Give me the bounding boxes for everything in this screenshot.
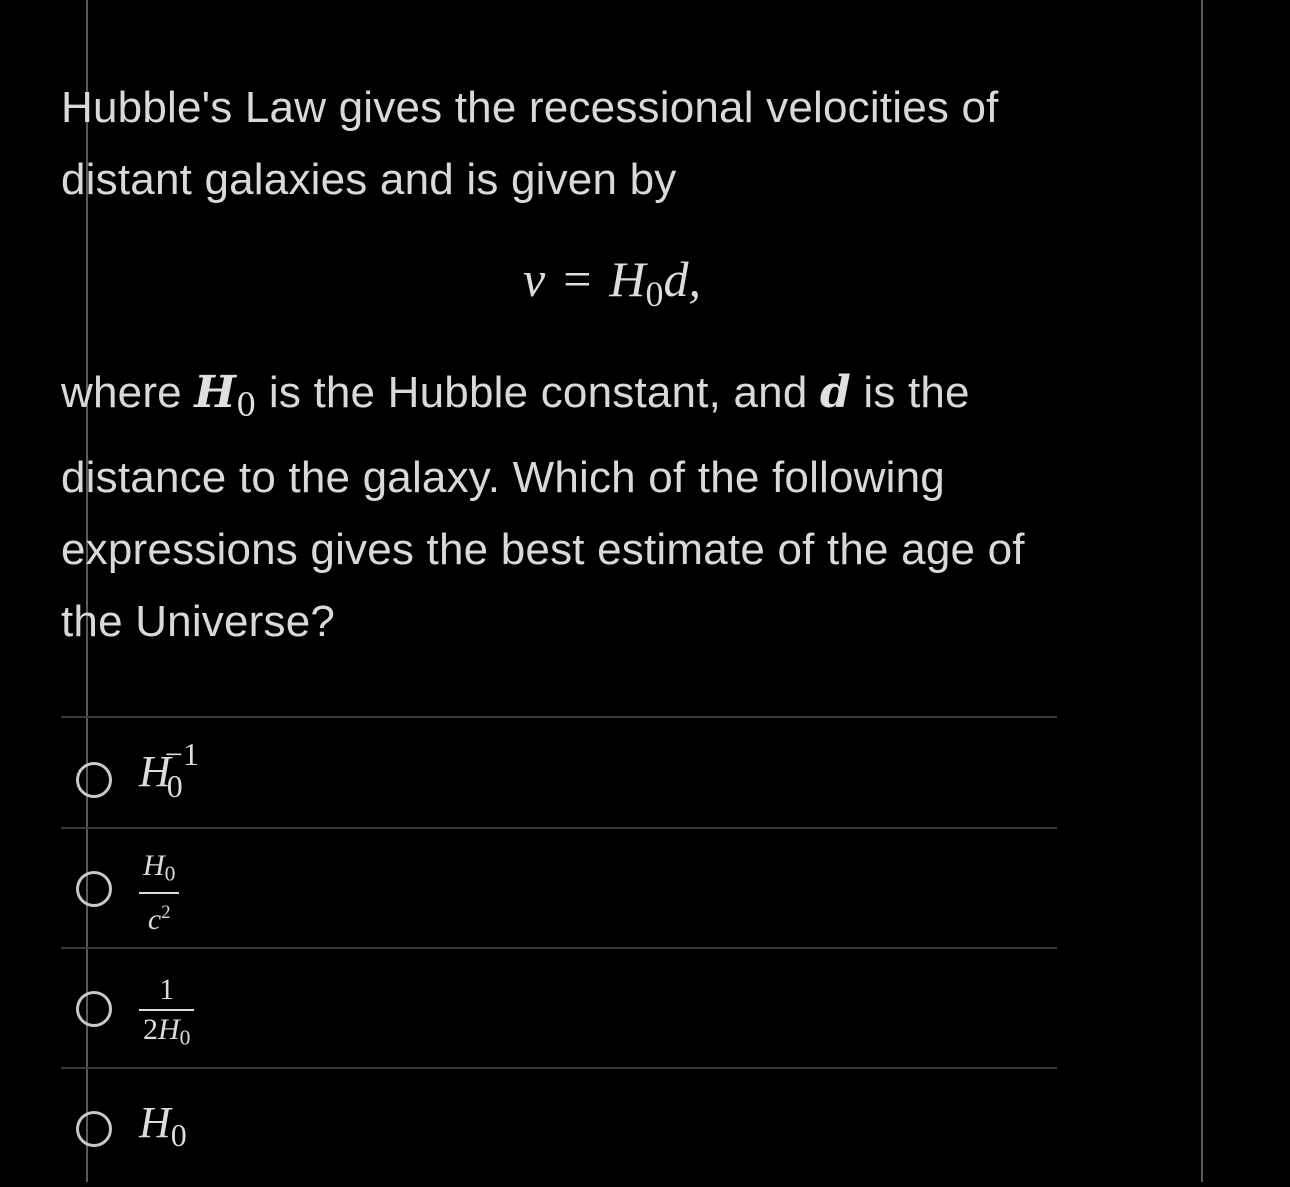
option-3-fraction xyxy=(139,973,194,1054)
d-symbol: d xyxy=(819,367,851,418)
question-body-text xyxy=(61,357,1061,658)
equation-h-subscript: 0 xyxy=(645,274,664,315)
option-1-scripts xyxy=(164,736,199,806)
question-intro xyxy=(61,72,1051,216)
fraction-numerator: 1 xyxy=(159,973,175,1006)
option-4-math xyxy=(139,1097,187,1154)
h0-subscript: 0 xyxy=(236,387,257,424)
option-4-symbol: H xyxy=(139,1098,171,1147)
where-word: where xyxy=(61,368,182,417)
option-1-math xyxy=(139,736,199,806)
equation-h-symbol: H xyxy=(609,251,646,307)
radio-button[interactable] xyxy=(76,991,112,1027)
option-4-subscript: 0 xyxy=(170,1116,187,1153)
option-1-subscript: 0 xyxy=(166,768,183,804)
denominator-symbol: H xyxy=(158,1013,180,1046)
option-1-superscript: −1 xyxy=(164,736,199,772)
denominator-symbol: c xyxy=(147,903,162,937)
equation-lhs: v xyxy=(522,251,546,307)
denominator-superscript: 2 xyxy=(161,902,171,924)
h0-letter: H xyxy=(194,367,237,418)
hubble-equation xyxy=(0,250,1290,315)
option-h0-inverse[interactable] xyxy=(61,716,1057,827)
radio-button[interactable] xyxy=(76,762,112,798)
radio-button[interactable] xyxy=(76,871,112,907)
fraction-denominator xyxy=(139,1009,194,1054)
option-h0-over-c-squared[interactable] xyxy=(61,827,1057,947)
h0-description: is the Hubble constant, and xyxy=(268,368,808,417)
option-1-symbol: H xyxy=(139,747,171,796)
denominator-coefficient: 2 xyxy=(143,1013,158,1046)
numerator-symbol: H xyxy=(143,849,165,882)
option-3-math xyxy=(139,973,194,1054)
question-body xyxy=(61,357,1061,658)
equation-operator: = xyxy=(563,251,592,307)
fraction-numerator xyxy=(139,849,179,892)
option-one-over-2h0[interactable] xyxy=(61,947,1057,1067)
denominator-subscript: 0 xyxy=(179,1025,191,1050)
numerator-subscript: 0 xyxy=(164,861,176,886)
option-h0[interactable] xyxy=(61,1067,1057,1187)
fraction-denominator xyxy=(139,892,179,937)
option-2-fraction xyxy=(139,849,179,938)
question-intro-text: Hubble's Law gives the recessional velocities of distant galaxies and is given by xyxy=(61,83,999,204)
option-2-math xyxy=(139,849,179,938)
equation-trail: , xyxy=(688,251,701,307)
radio-button[interactable] xyxy=(76,1111,112,1147)
equation-d-var: d xyxy=(663,251,689,307)
d-description: is the distance to the galaxy. Which of the following expressions gives the best estimate of the age of the Universe? xyxy=(61,368,1025,646)
h0-symbol xyxy=(194,367,257,424)
answer-options xyxy=(61,716,1057,1187)
